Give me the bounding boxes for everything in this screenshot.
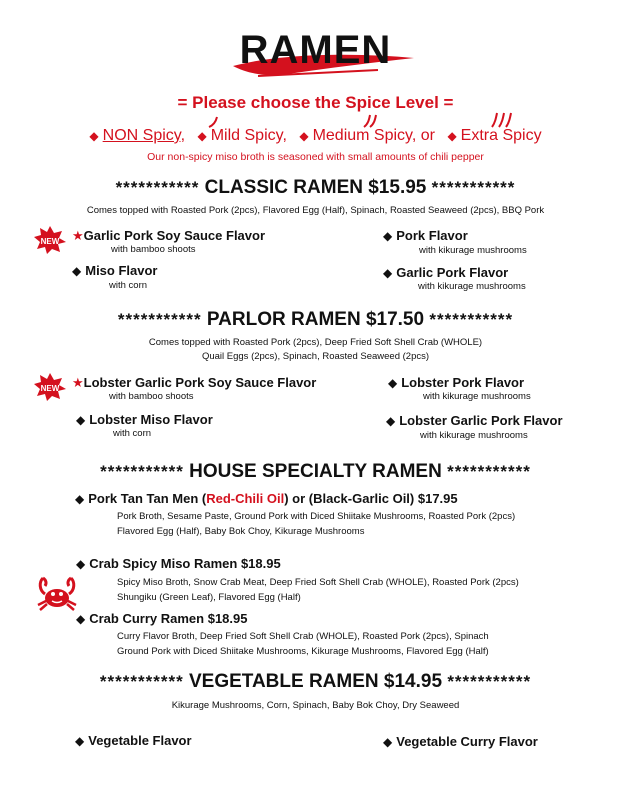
- parlor-item-lobster-pork-sub: with kikurage mushrooms: [423, 391, 531, 402]
- parlor-item-lobster-garlic-pork-soy-sub: with bamboo shoots: [109, 391, 194, 402]
- diamond-icon: ◆: [383, 229, 393, 243]
- star-icon: ★: [72, 375, 84, 390]
- classic-toppings: Comes topped with Roasted Pork (2pcs), Flavored Egg (Half), Spinach, Roasted Seaweed (2pcs), BBQ Pork: [86, 205, 545, 216]
- classic-item-miso-sub: with corn: [109, 280, 148, 291]
- vegetable-toppings: Kikurage Mushrooms, Corn, Spinach, Baby Bok Choy, Dry Seaweed: [171, 700, 460, 711]
- spice-option-extra: ◆ Extra Spicy: [447, 127, 542, 144]
- spice-option-mild: ◆ Mild Spicy,: [197, 127, 287, 144]
- diamond-icon: ◆: [383, 266, 393, 280]
- section-parlor-heading: *********** PARLOR RAMEN $17.50 ***********: [117, 309, 514, 330]
- new-badge-label: NEW: [40, 384, 60, 393]
- spice-note: Our non-spicy miso broth is seasoned with small amounts of chili pepper: [147, 151, 484, 163]
- diamond-icon: ◆: [89, 129, 99, 143]
- vegetable-item-curry-flavor: ◆ Vegetable Curry Flavor: [383, 734, 538, 749]
- classic-item-pork-sub: with kikurage mushrooms: [419, 245, 527, 256]
- classic-item-garlic-pork: ◆ Garlic Pork Flavor: [383, 265, 509, 280]
- crab-miso-desc-2: Shungiku (Green Leaf), Flavored Egg (Half): [117, 592, 301, 603]
- tan-tan-men-desc-2: Flavored Egg (Half), Baby Bok Choy, Kikurage Mushrooms: [117, 526, 365, 537]
- crab-icon: [35, 574, 79, 614]
- new-badge: [33, 372, 67, 407]
- new-badge-label: NEW: [40, 237, 60, 246]
- house-item-crab-curry: ◆ Crab Curry Ramen $18.95: [76, 611, 248, 626]
- spice-option-medium: ◆ Medium Spicy, or: [299, 127, 435, 144]
- diamond-icon: ◆: [75, 492, 85, 506]
- diamond-icon: ◆: [447, 129, 457, 143]
- parlor-item-lobster-garlic-pork: ◆ Lobster Garlic Pork Flavor: [386, 413, 563, 428]
- new-burst-icon: [33, 225, 67, 255]
- spice-option-non: ◆ NON Spicy,: [89, 127, 186, 144]
- house-item-tan-tan-men: ◆ Pork Tan Tan Men (Red-Chili Oil) or (Black-Garlic Oil) $17.95: [75, 491, 458, 506]
- diamond-icon: ◆: [75, 734, 85, 748]
- menu-title: RAMEN: [239, 28, 392, 72]
- chili-pepper-icon: [362, 114, 378, 128]
- chili-pepper-icon: [490, 112, 512, 128]
- parlor-toppings-2: Quail Eggs (2pcs), Spinach, Roasted Seaweed (2pcs): [201, 351, 430, 362]
- vegetable-item-flavor: ◆ Vegetable Flavor: [75, 733, 192, 748]
- classic-item-garlic-pork-soy-sub: with bamboo shoots: [111, 244, 196, 255]
- classic-item-garlic-pork-sub: with kikurage mushrooms: [418, 281, 526, 292]
- diamond-icon: ◆: [383, 735, 393, 749]
- new-badge: [33, 225, 67, 260]
- spice-options: [0, 127, 631, 145]
- diamond-icon: ◆: [72, 264, 82, 278]
- chili-pepper-icon: [207, 116, 219, 128]
- parlor-item-lobster-pork: ◆ Lobster Pork Flavor: [388, 375, 525, 390]
- classic-item-garlic-pork-soy: ★Garlic Pork Soy Sauce Flavor: [72, 228, 266, 243]
- diamond-icon: ◆: [76, 612, 86, 626]
- section-classic-heading: *********** CLASSIC RAMEN $15.95 ***********: [115, 177, 516, 198]
- star-icon: ★: [72, 228, 84, 243]
- crab-curry-desc-2: Ground Pork with Diced Shiitake Mushrooms, Kikurage Mushrooms, Flavored Egg (Half): [117, 646, 489, 657]
- parlor-item-lobster-garlic-pork-sub: with kikurage mushrooms: [420, 430, 528, 441]
- new-burst-icon: [33, 372, 67, 402]
- crab-miso-desc-1: Spicy Miso Broth, Snow Crab Meat, Deep Fried Soft Shell Crab (WHOLE), Roasted Pork (2pcs): [117, 577, 519, 588]
- parlor-item-lobster-miso-sub: with corn: [113, 428, 152, 439]
- parlor-item-lobster-miso: ◆ Lobster Miso Flavor: [76, 412, 213, 427]
- classic-item-miso: ◆ Miso Flavor: [72, 263, 158, 278]
- parlor-item-lobster-garlic-pork-soy: ★Lobster Garlic Pork Soy Sauce Flavor: [72, 375, 317, 390]
- house-item-crab-spicy-miso: ◆ Crab Spicy Miso Ramen $18.95: [76, 556, 281, 571]
- section-vegetable-heading: *********** VEGETABLE RAMEN $14.95 ***********: [99, 671, 532, 692]
- section-house-heading: *********** HOUSE SPECIALTY RAMEN ***********: [100, 461, 531, 482]
- diamond-icon: ◆: [76, 413, 86, 427]
- crab-curry-desc-1: Curry Flavor Broth, Deep Fried Soft Shell Crab (WHOLE), Roasted Pork (2pcs), Spinach: [117, 631, 489, 642]
- diamond-icon: ◆: [386, 414, 396, 428]
- diamond-icon: ◆: [76, 557, 86, 571]
- tan-tan-men-desc-1: Pork Broth, Sesame Paste, Ground Pork with Diced Shiitake Mushrooms, Roasted Pork (2pcs): [117, 511, 516, 522]
- diamond-icon: ◆: [388, 376, 398, 390]
- spice-heading: = Please choose the Spice Level =: [177, 93, 454, 112]
- parlor-toppings-1: Comes topped with Roasted Pork (2pcs), Deep Fried Soft Shell Crab (WHOLE): [148, 337, 483, 348]
- diamond-icon: ◆: [299, 129, 309, 143]
- classic-item-pork: ◆ Pork Flavor: [383, 228, 468, 243]
- diamond-icon: ◆: [197, 129, 207, 143]
